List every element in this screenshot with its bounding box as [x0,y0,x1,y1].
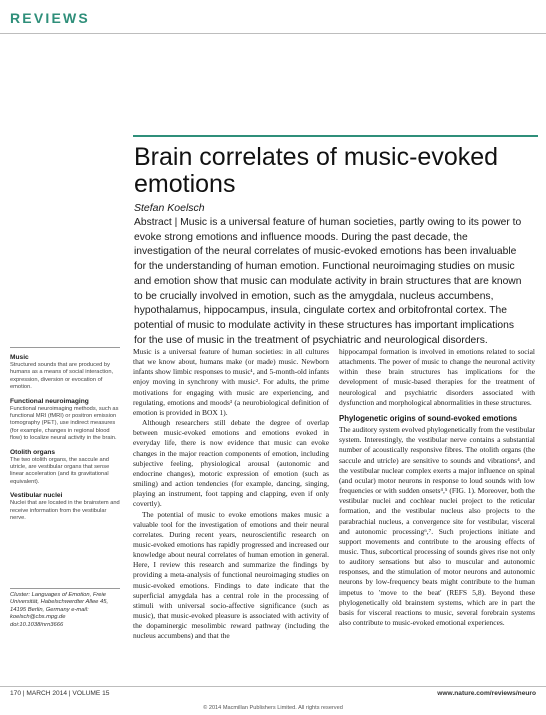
glossary-definition: Nuclei that are located in the brainstem and receive information from the vestibular nerve. [10,500,120,522]
glossary-term: Music [10,354,29,361]
body-paragraph: Music is a universal feature of human societies: in all cultures that we know about, humans make (or made) music. Newborn infants show limbic responses to music¹, and 5-month-old infants enjoy moving in synchrony with music². For adults, the prime motivations for engaging with music are experiencing, and regulating, emotions and moods³ (a neurobiological definition of emotion is provided in BOX 1). [133,347,329,417]
footer-url[interactable]: www.nature.com/reviews/neuro [437,690,536,697]
glossary-sidebar [10,347,120,523]
header-divider [0,33,546,34]
author-name: Stefan Koelsch [134,202,205,214]
abstract: Abstract | Music is a universal feature of human societies, partly owing to its power to evoke strong emotions and influence moods. During the past decade, the investigation of the neural correlates of music-evoked emotions has been invaluable for the understanding of human emotion. Functional neuroimaging studies on music and emotion show that music can modulate activity in brain structures that are known to be crucially involved in emotion, such as the amygdala, nucleus accumbens, hypothalamus, hippocampus, insula, cingulate cortex and orbitofrontal cortex. The potential of music to modulate activity in these structures has important implications for the use of music in the treatment of psychiatric and neurological disorders. [134,217,522,346]
footer-divider [0,686,546,687]
body-column-right [339,347,535,628]
body-column-left [133,347,329,642]
glossary-definition: Structured sounds that are produced by humans as a means of social interaction, expression, diversion or evocation of emotion. [10,362,114,391]
body-paragraph: hippocampal formation is involved in emotions related to social attachments. The power of music to change the neuronal activity within these brain structures has implications for the development of music-based therapies for the treatment of neurological and psychiatric disorders associated with dysfunction and morphological abnormalities in these structures. [339,347,535,407]
body-paragraph: The auditory system evolved phylogenetically from the vestibular system. Interestingly, the vestibular nerve contains a substantial number of acoustically responsive fibres. The otolith organs (the saccule and utricle) are sensitive to sounds and vibrations⁴, and the vestibular nuclear complex exerts a major influence on spinal (and ocular) motor neurons in response to loud sounds with low frequencies or with sudden onsets⁴,⁵ (FIG. 1). Moreover, both the vestibular nuclei and cochlear nuclei project to the reticular formation, and the vestibular nucleus also projects to the parabrachial nucleus, a convergence site for vestibular, visceral and autonomic processing⁶,⁷. Such projections initiate and support movements and contribute to the arousing effects of music. Thus, subcortical processing of sounds gives rise not only to auditory sensations but also to muscular and autonomic responses, and the stimulation of motor neurons and autonomic neurons by low-frequency beats might contribute to the human impetus to 'move to the beat' (REFS 5,8). Beyond these phylogenetically old brainstem systems, which are in part the basis for visceral reactions to music, several forebrain systems also contribute to music-evoked emotional experiences. [339,425,536,628]
glossary-definition: Functional neuroimaging methods, such as functional MRI (fMRI) or positron emission tomography (PET), use indirect measures (for example, changes in regional blood flow) to localize neural activity in the brain. [10,405,119,442]
article-title: Brain correlates of music-evoked emotions [134,143,499,198]
glossary-term: Vestibular nuclei [10,492,63,500]
glossary-term: Functional neuroimaging [10,397,89,405]
body-paragraph: The potential of music to evoke emotions makes music a valuable tool for the investigation of emotions and their neural correlates. During recent years, neuroscientific research on music-evoked emotions has rapidly progressed and increased our knowledge about neural correlates of human emotion in general. Here, I review this research and summarize the findings by providing a meta-analysis of functional neuroimaging studies on music-evoked emotions. Findings to date indicate that the superficial amygdala has a central role in the processing of stimuli with universal socio-affective significance (such as music), that music-evoked pleasure is associated with activity of the dopaminergic mesolimbic reward pathway (including the nucleus accumbens) and that the [133,509,329,641]
copyright-notice: © 2014 Macmillan Publishers Limited. All rights reserved [203,705,343,711]
glossary-term: Otolith organs [10,448,56,456]
title-rule [133,135,538,137]
body-paragraph: Although researchers still debate the degree of overlap between music-evoked emotions and emotions evoked in everyday life, there is now evidence that music can evoke changes in the major reaction components of emotion, including subjective feeling, physiological arousal (autonomic and endocrine changes), motoric expression of emotion (such as smiling) and action tendencies (for example, dancing, singing, playing an instrument, foot tapping and clapping, even if only covertly). [133,418,329,509]
glossary-definition: The two otolith organs, the saccule and utricle, are vestibular organs that sense linear acceleration (and its gravitational equivalent). [10,456,110,485]
section-label: REVIEWS [10,10,90,26]
author-affiliation: Cluster: Languages of Emotion, Freie Universität, Habelschwerdter Allee 45, 14195 Berlin, Germany e-mail: koelsch@cbs.mpg.de doi:10.1038/nrn3666 [10,588,120,629]
section-heading: Phylogenetic origins of sound-evoked emotions [339,413,518,423]
footer-issue: 170 | MARCH 2014 | VOLUME 15 [10,690,110,697]
